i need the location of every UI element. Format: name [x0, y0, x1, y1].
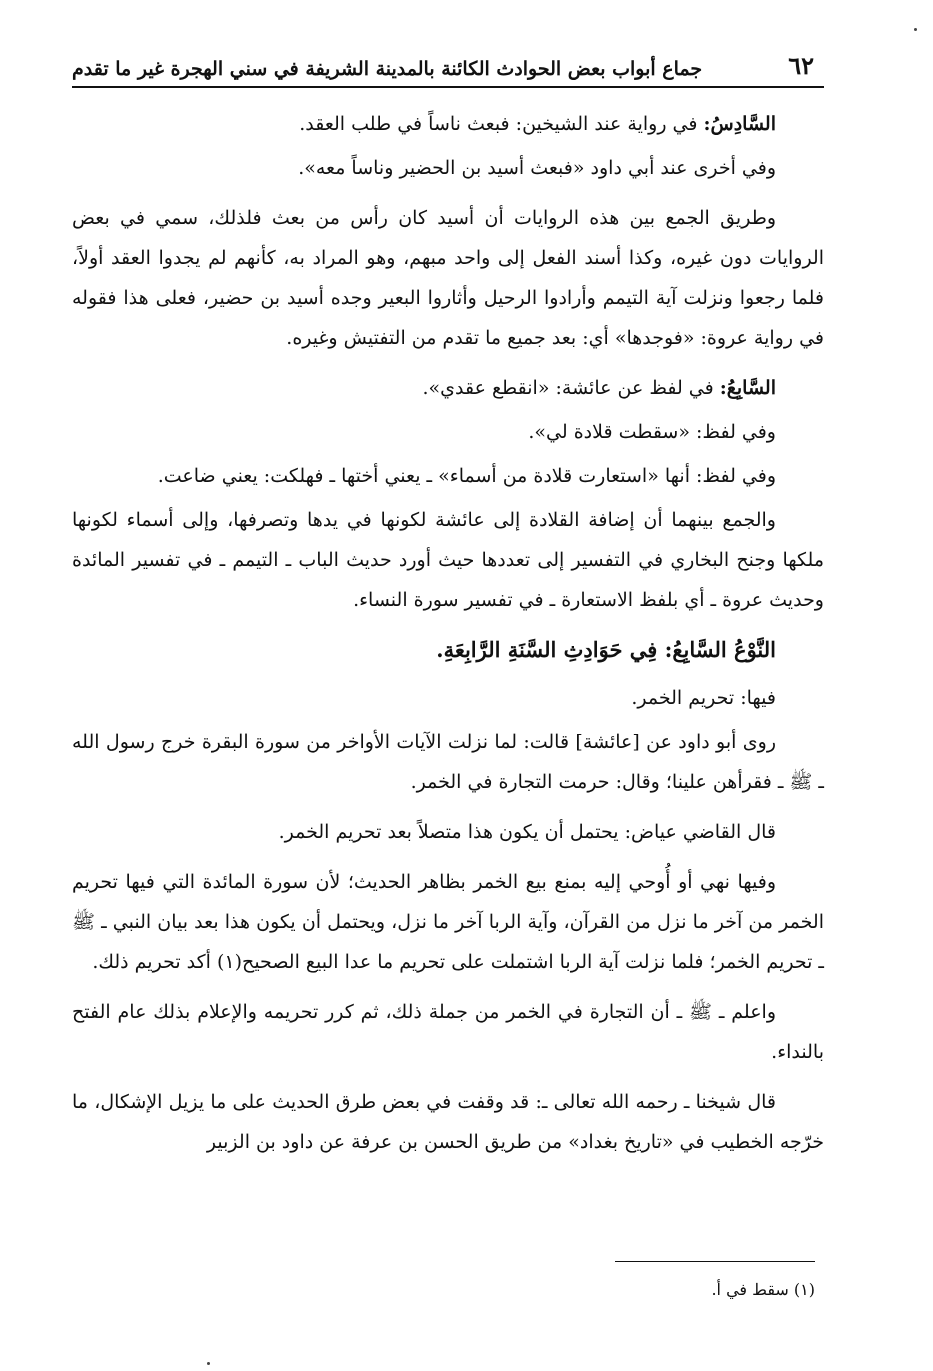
paragraph [72, 992, 824, 1072]
paragraph-text: وفي لفظ: «سقطت قلادة لي». [528, 421, 776, 443]
running-title: جماع أبواب بعض الحوادث الكائنة بالمدينة الشريفة في سني الهجرة غير ما تقدم [72, 58, 703, 80]
enumerated-heading: السَّابِعُ: [719, 377, 776, 399]
paragraph [72, 104, 824, 144]
paragraph-text: فيها: تحريم الخمر. [631, 687, 776, 709]
paragraph [72, 500, 824, 620]
paragraph [72, 148, 824, 188]
paragraph-text: والجمع بينهما أن إضافة القلادة إلى عائشة لكونها في يدها وتصرفها، وإلى أسماء لكونها ملكها وجنح البخاري في التفسير إلى تعددها حيث أورد حديث الباب ـ التيمم ـ في تفسير المائدة وحديث عروة ـ أي بلفظ الاستعارة ـ في تفسير سورة النساء. [72, 509, 824, 611]
scan-speck [207, 1362, 210, 1365]
paragraph [72, 812, 824, 852]
paragraph-text: وفيها نهي أو أُوحي إليه بمنع بيع الخمر بظاهر الحديث؛ لأن سورة المائدة التي فيها تحريم الخمر من آخر ما نزل من القرآن، وآية الربا آخر ما نزل، ويحتمل أن يكون هذا بعد بيان النبي ـ ﷺ ـ تحريم الخمر؛ فلما نزلت آية الربا اشتملت على تحريم ما عدا البيع الصحيح(١) أكد تحريم ذلك. [72, 871, 824, 973]
paragraph-text: وفي لفظ: أنها «استعارت قلادة من أسماء» ـ يعني أختها ـ فهلكت: يعني ضاعت. [157, 465, 776, 487]
page-header [72, 50, 824, 88]
enumerated-heading: السَّادِسُ: [703, 113, 776, 135]
section-heading: النَّوْعُ السَّابِعُ: فِي حَوَادِثِ السَّنَةِ الرَّابِعَةِ. [436, 637, 776, 662]
paragraph [72, 1082, 824, 1162]
paragraph-text: قال شيخنا ـ رحمه الله تعالى ـ: قد وقفت في بعض طرق الحديث على ما يزيل الإشكال، ما خرّجه الخطيب في «تاريخ بغداد» من طريق الحسن بن عرفة عن داود بن الزبير [72, 1091, 824, 1153]
page-number: ٦٢ [788, 51, 814, 80]
paragraph-text: في رواية عند الشيخين: فبعث ناساً في طلب العقد. [299, 113, 704, 135]
footnote: (١) سقط في أ. [711, 1280, 815, 1299]
paragraph-text: روى أبو داود عن [عائشة] قالت: لما نزلت الآيات الأواخر من سورة البقرة خرج رسول الله ـ ﷺ ـ فقرأهن علينا؛ وقال: حرمت التجارة في الخمر. [72, 731, 824, 793]
paragraph [72, 678, 824, 718]
paragraph-text: وطريق الجمع بين هذه الروايات أن أسيد كان رأس من بعث فلذلك، سمي في بعض الروايات دون غيره، وكذا أسند الفعل إلى واحد مبهم، وهو المراد به، كأنهم لم يجدوا العقد أولاً، فلما رجعوا ونزلت آية التيمم وأرادوا الرحيل وأثاروا البعير وجده أسيد بن حضير، فعلى هذا فقوله في رواية عروة: «فوجدها» أي: بعد جميع ما تقدم من التفتيش وغيره. [72, 207, 824, 349]
paragraph-text: وفي أخرى عند أبي داود «فبعث أسيد بن الحضير وناساً معه». [298, 157, 776, 179]
paragraph-text: قال القاضي عياض: يحتمل أن يكون هذا متصلاً بعد تحريم الخمر. [278, 821, 776, 843]
paragraph [72, 722, 824, 802]
paragraph [72, 456, 824, 496]
paragraph [72, 368, 824, 408]
footnote-separator [615, 1261, 815, 1262]
paragraph [72, 198, 824, 358]
paragraph-text: في لفظ عن عائشة: «انقطع عقدي». [422, 377, 720, 399]
paragraph [72, 412, 824, 452]
paragraph [72, 862, 824, 982]
scan-speck [914, 28, 917, 31]
body-text [72, 104, 824, 1172]
paragraph-text: واعلم ـ ﷺ ـ أن التجارة في الخمر من جملة ذلك، ثم كرر تحريمه والإعلام بذلك عام الفتح بالنداء. [72, 1001, 824, 1063]
